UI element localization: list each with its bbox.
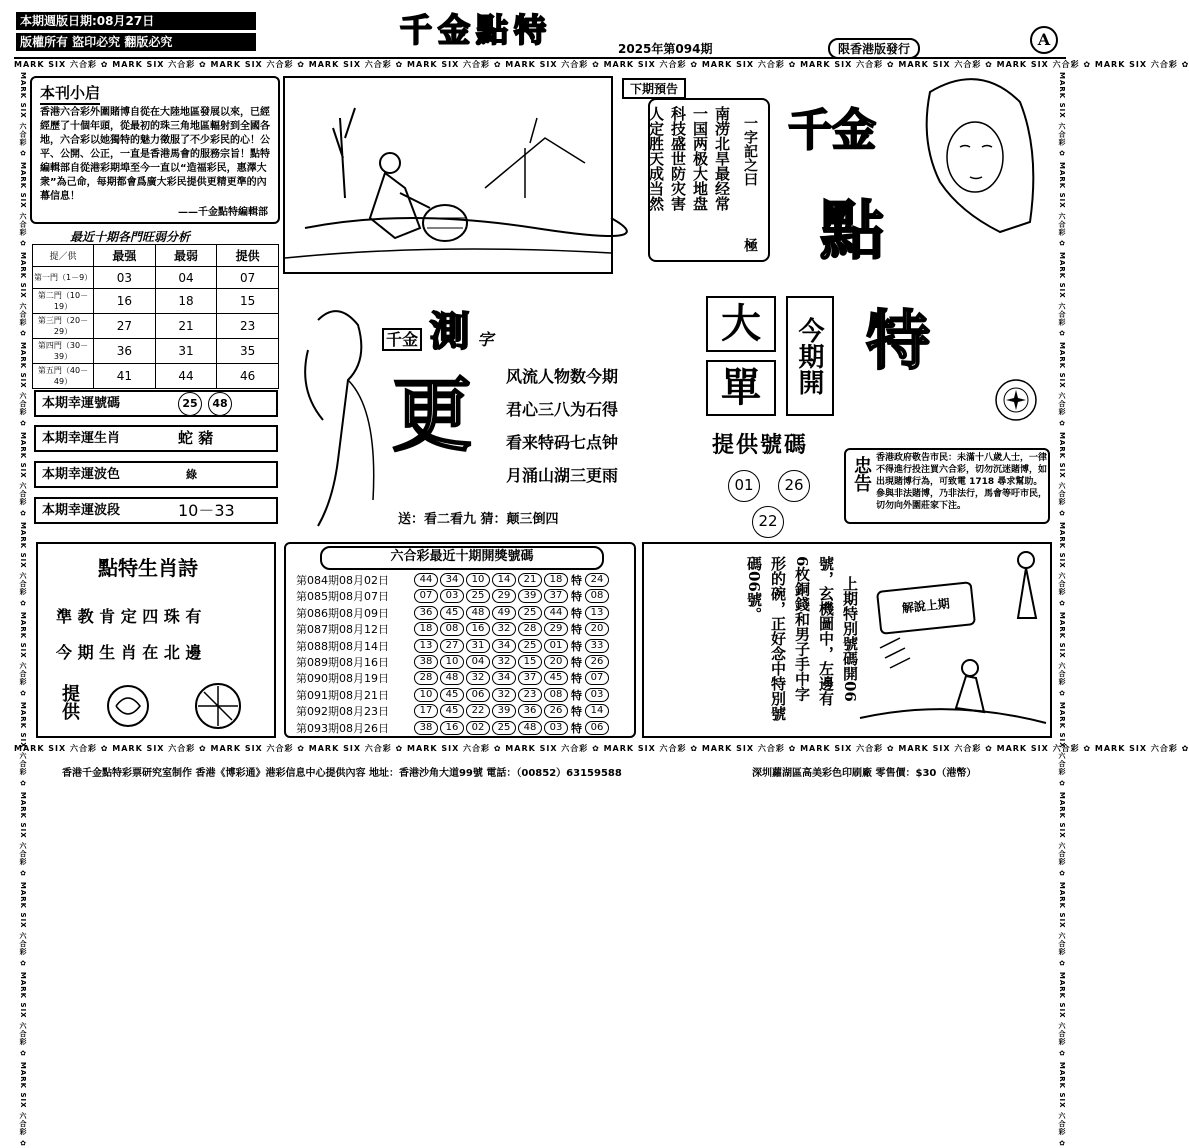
result-ball: 39	[518, 589, 542, 603]
result-date: 第089期08月16日	[296, 656, 389, 669]
intro-box	[30, 76, 280, 224]
result-ball: 04	[466, 655, 490, 669]
lucky-band-label: 本期幸運波段	[42, 503, 121, 518]
result-ball: 45	[440, 704, 464, 718]
woman-figure	[278, 300, 398, 528]
result-ball: 37	[518, 671, 542, 685]
mark-six-stripe-bottom: MARK SIX 六合彩 ✿ MARK SIX 六合彩 ✿ MARK SIX 六合彩 ✿ MARK SIX 六合彩 ✿ MARK SIX 六合彩 ✿ MARK SIX 六合彩 ✿ MARK SIX 六合彩 ✿ MARK SIX 六合彩 ✿ MARK SIX 六合彩 ✿ MARK SIX 六合彩 ✿ MARK SIX 六合彩 ✿ MARK SIX 六合彩 ✿	[14, 744, 1189, 753]
result-special-ball: 08	[585, 589, 609, 603]
result-special-ball: 24	[585, 573, 609, 587]
result-special-ball: 07	[585, 671, 609, 685]
result-ball: 26	[544, 704, 568, 718]
result-ball: 44	[414, 573, 438, 587]
explain-col-4: 形的碗，正好念中特別號	[769, 556, 787, 721]
riddle-col-5: 人定胜天成当然	[647, 106, 665, 211]
result-ball: 32	[492, 688, 516, 702]
result-ball: 37	[544, 589, 568, 603]
hot-table-corner: 提／供	[33, 245, 94, 267]
table-row: 第五門（40－49） 41 44 46	[33, 364, 279, 389]
guess-line: 君心三八为石得	[506, 400, 619, 419]
result-row	[296, 605, 611, 621]
result-row	[296, 687, 611, 703]
result-ball: 25	[492, 721, 516, 735]
special-label: 特	[571, 721, 582, 735]
provide-number: 22	[752, 506, 784, 538]
provide-number: 26	[778, 470, 810, 502]
lucky-zodiac: 蛇 豬	[178, 429, 214, 447]
notice-label: 忠告	[851, 456, 872, 492]
result-special-ball: 33	[585, 639, 609, 653]
riddle-col-2: 南涝北旱最经常	[713, 106, 731, 211]
result-date: 第086期08月09日	[296, 606, 389, 620]
lucky-band: 10－33	[178, 501, 235, 520]
result-ball: 36	[518, 704, 542, 718]
special-label: 特	[571, 623, 582, 637]
table-row: 第三門（20－29） 27 21 23	[33, 314, 279, 339]
poem-box	[36, 542, 276, 738]
result-row	[296, 670, 611, 686]
result-ball: 07	[414, 589, 438, 603]
col-head-weak: 最弱	[155, 245, 217, 267]
result-ball: 34	[440, 573, 464, 587]
special-label: 特	[571, 574, 582, 587]
guess-poem	[506, 360, 618, 492]
result-ball: 44	[544, 606, 568, 620]
farmer-drawing	[285, 78, 611, 272]
result-ball: 03	[440, 589, 464, 603]
riddle-col-4: 科技盛世防灾害	[669, 106, 687, 211]
intro-title: 本刊小启	[40, 82, 100, 105]
result-ball: 25	[466, 589, 490, 603]
guess-footer: 送：看二看九 猜：颠三倒四	[398, 512, 559, 527]
result-ball: 25	[518, 639, 542, 653]
result-ball: 39	[492, 704, 516, 718]
zodiac-icons	[98, 678, 268, 734]
footer-right: 深圳蘿湖區高美彩色印刷廠 零售價：$30（港幣）	[752, 768, 977, 779]
result-ball: 10	[440, 655, 464, 669]
intro-body: 香港六合彩外圍賭博自從在大陸地區發展以來，已經經歷了十個年頭，從最初的珠三角地區輻射到全國各地，六合彩以她獨特的魅力徵服了不少彩民的心！公平、公開、公正，一直是香港馬會的服務宗旨！點特編輯部自從港彩期埠至今一直以“造福彩民，惠澤大衆”為己命，每期都會爲廣大彩民提供更精更準的內幕信息！	[40, 107, 270, 202]
result-ball: 45	[440, 606, 464, 620]
table-row: 第一門（1－9） 03 04 07	[33, 267, 279, 289]
result-ball: 16	[466, 622, 490, 636]
result-ball: 45	[440, 688, 464, 702]
result-date: 第091期08月21日	[296, 688, 389, 702]
result-row	[296, 572, 611, 588]
lucky-number: 48	[208, 392, 232, 416]
table-row: 第二門（10－19） 16 18 15	[33, 289, 279, 314]
result-ball: 08	[440, 622, 464, 636]
hk-emblem-icon	[994, 378, 1038, 422]
copyright-line: 版權所有 盜印必究 翻版必究	[16, 33, 256, 51]
explain-col-1: 上期特別號碼開06	[841, 576, 859, 702]
lucky-number-box	[34, 390, 278, 417]
result-ball: 06	[466, 688, 490, 702]
result-special-ball: 13	[585, 606, 609, 620]
result-ball: 45	[544, 671, 568, 685]
result-row	[296, 638, 611, 654]
brand-te: 特	[866, 304, 930, 379]
provide-numbers-title: 提供號碼	[712, 433, 809, 458]
result-ball: 13	[414, 639, 438, 653]
result-ball: 18	[544, 573, 568, 587]
brand-qianjin: 千金	[788, 105, 876, 156]
result-ball: 31	[466, 639, 490, 653]
woman-portrait	[900, 72, 1050, 292]
result-ball: 01	[544, 639, 568, 653]
mark-six-stripe-left: MARK SIX 六合彩 ✿ MARK SIX 六合彩 ✿ MARK SIX 六合彩 ✿ MARK SIX 六合彩 ✿ MARK SIX 六合彩 ✿ MARK SIX 六合彩 ✿ MARK SIX 六合彩 ✿ MARK SIX 六合彩 ✿ MARK SIX 六合彩 ✿ MARK SIX 六合彩 ✿ MARK SIX 六合彩 ✿ MARK SIX 六合彩 ✿	[19, 72, 27, 1148]
result-ball: 28	[518, 622, 542, 636]
period-line: 本期週版日期:08月27日	[16, 12, 256, 30]
col-head-provide: 提供	[217, 245, 279, 267]
result-date: 第085期08月07日	[296, 590, 389, 604]
result-special-ball: 14	[585, 704, 609, 718]
result-date: 第090期08月19日	[296, 672, 389, 686]
poem-provide: 提供	[59, 684, 80, 720]
result-ball: 48	[466, 606, 490, 620]
guess-line: 月涌山湖三更雨	[506, 466, 619, 485]
result-ball: 32	[466, 671, 490, 685]
special-label: 特	[571, 606, 582, 620]
result-row	[296, 654, 611, 670]
result-ball: 16	[440, 721, 464, 735]
special-label: 特	[571, 672, 582, 686]
result-row	[296, 703, 611, 719]
result-row	[296, 621, 611, 637]
result-ball: 27	[440, 639, 464, 653]
result-ball: 38	[414, 655, 438, 669]
lucky-wave: 綠	[186, 468, 197, 481]
result-ball: 38	[414, 721, 438, 735]
notice-box	[844, 448, 1050, 524]
result-ball: 34	[492, 639, 516, 653]
result-ball: 25	[518, 606, 542, 620]
lucky-zodiac-label: 本期幸運生肖	[42, 431, 121, 446]
result-date: 第084期08月02日	[296, 574, 389, 587]
result-ball: 32	[492, 622, 516, 636]
result-ball: 29	[544, 622, 568, 636]
lucky-number: 25	[178, 392, 202, 416]
explain-col-5: 碼06號。	[745, 556, 763, 622]
result-date: 第087期08月12日	[296, 623, 389, 637]
special-label: 特	[571, 705, 582, 719]
result-date: 第088期08月14日	[296, 639, 389, 653]
brand-dian: 點	[820, 194, 884, 269]
lucky-wave-label: 本期幸運波色	[42, 467, 121, 482]
table-row: 第四門（30－39） 36 31 35	[33, 339, 279, 364]
result-ball: 22	[466, 704, 490, 718]
result-ball: 14	[492, 573, 516, 587]
result-ball: 23	[518, 688, 542, 702]
poem-line-1: 準 教 肯 定 四 珠 有	[56, 607, 202, 626]
provide-number: 01	[728, 470, 760, 502]
lucky-wave-box	[34, 461, 278, 488]
explain-col-3: 6枚銅錢和男子手中字	[793, 556, 811, 702]
special-label: 特	[571, 656, 582, 669]
dadan-char-a: 大	[706, 296, 776, 352]
guess-line: 风流人物数今期	[506, 367, 619, 386]
result-row	[296, 588, 611, 604]
explain-col-2: 號，玄機圖中，左邊有	[817, 556, 835, 706]
limited-edition: 限香港版發行	[828, 38, 920, 59]
result-ball: 29	[492, 589, 516, 603]
col-head-strong: 最强	[94, 245, 156, 267]
special-label: 特	[571, 639, 582, 653]
issue-number: 2025年第094期	[618, 42, 713, 56]
notice-body: 香港政府敬告市民：未滿十八歲人士，一律不得進行投注買六合彩，切勿沉迷賭博，如出現賭博行為，可致電 1718 尋求幫助。參與非法賭博，乃非法行，馬會等吁市民，切勿向外圍莊家下注。	[876, 453, 1048, 511]
results-title: 六合彩最近十期開獎號碼	[320, 546, 604, 570]
poem-line-2: 今 期 生 肖 在 北 邊	[56, 643, 202, 662]
corner-mark: A	[1030, 26, 1058, 54]
result-ball: 28	[414, 671, 438, 685]
masthead: 千金點特	[400, 11, 553, 49]
result-ball: 17	[414, 704, 438, 718]
result-ball: 21	[518, 573, 542, 587]
riddle-col-1b: 極	[742, 238, 758, 252]
lucky-band-box	[34, 497, 278, 524]
result-row	[296, 720, 611, 736]
result-ball: 32	[492, 655, 516, 669]
result-ball: 02	[466, 721, 490, 735]
guess-title: 千金 測 字	[382, 300, 493, 357]
result-special-ball: 26	[585, 655, 609, 669]
result-ball: 34	[492, 671, 516, 685]
riddle-col-1: 一字記之曰	[742, 116, 758, 186]
result-date: 第093期08月26日	[296, 721, 389, 735]
hot-table-title: 最近十期各門旺弱分析	[70, 230, 191, 244]
dadan-tag: 今期開	[786, 296, 834, 416]
farmer-illustration	[283, 76, 613, 274]
scholar-illustration	[860, 628, 1046, 734]
guess-character: 更	[392, 368, 472, 462]
result-ball: 36	[414, 606, 438, 620]
next-issue-tag: 下期預告	[622, 78, 686, 99]
result-special-ball: 06	[585, 721, 609, 735]
mark-six-stripe-right: MARK SIX 六合彩 ✿ MARK SIX 六合彩 ✿ MARK SIX 六合彩 ✿ MARK SIX 六合彩 ✿ MARK SIX 六合彩 ✿ MARK SIX 六合彩 ✿ MARK SIX 六合彩 ✿ MARK SIX 六合彩 ✿ MARK SIX 六合彩 ✿ MARK SIX 六合彩 ✿ MARK SIX 六合彩 ✿ MARK SIX 六合彩 ✿	[1058, 72, 1066, 1148]
result-ball: 18	[414, 622, 438, 636]
result-ball: 48	[518, 721, 542, 735]
result-ball: 15	[518, 655, 542, 669]
lucky-number-label: 本期幸運號碼	[42, 396, 121, 411]
poem-title: 點特生肖詩	[98, 556, 198, 580]
guess-line: 看来特码七点钟	[506, 433, 619, 452]
result-special-ball: 03	[585, 688, 609, 702]
explain-scroll: 解說上期	[876, 581, 976, 635]
result-ball: 10	[414, 688, 438, 702]
result-ball: 49	[492, 606, 516, 620]
result-special-ball: 20	[585, 622, 609, 636]
result-ball: 48	[440, 671, 464, 685]
mark-six-stripe-top: MARK SIX 六合彩 ✿ MARK SIX 六合彩 ✿ MARK SIX 六合彩 ✿ MARK SIX 六合彩 ✿ MARK SIX 六合彩 ✿ MARK SIX 六合彩 ✿ MARK SIX 六合彩 ✿ MARK SIX 六合彩 ✿ MARK SIX 六合彩 ✿ MARK SIX 六合彩 ✿ MARK SIX 六合彩 ✿ MARK SIX 六合彩 ✿	[14, 60, 1189, 69]
lucky-zodiac-box	[34, 425, 278, 452]
special-label: 特	[571, 688, 582, 702]
standing-figure	[1006, 548, 1046, 628]
result-ball: 20	[544, 655, 568, 669]
result-date: 第092期08月23日	[296, 705, 389, 719]
hot-table	[32, 244, 279, 389]
riddle-col-3: 一国两极大地盘	[691, 106, 709, 211]
footer-left: 香港千金點特彩票研究室制作 香港《博彩通》港彩信息中心提供內容 地址：香港沙角大道99號 電話：（00852）63159588	[62, 768, 622, 779]
result-ball: 03	[544, 721, 568, 735]
result-ball: 10	[466, 573, 490, 587]
dadan-char-b: 單	[706, 360, 776, 416]
special-label: 特	[571, 590, 582, 604]
intro-sign: ——千金點特編輯部	[178, 207, 268, 218]
result-ball: 08	[544, 688, 568, 702]
